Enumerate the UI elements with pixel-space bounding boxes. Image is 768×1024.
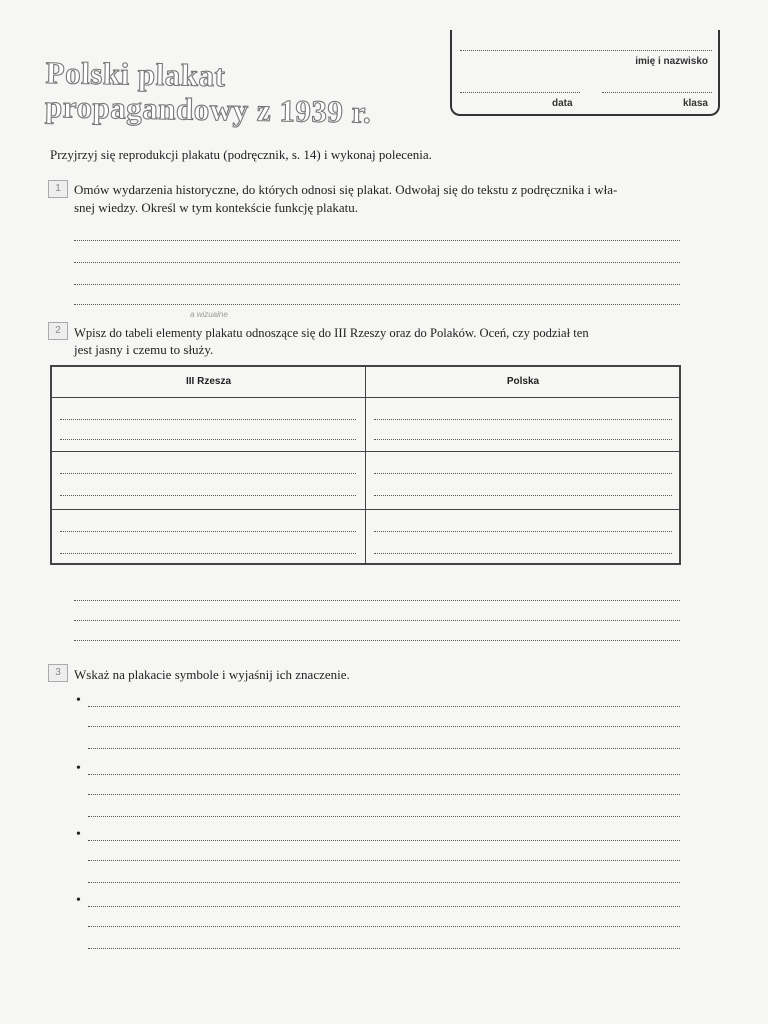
table-cell-line[interactable] bbox=[374, 531, 672, 532]
name-label: imię i nazwisko bbox=[635, 56, 708, 67]
table-header-iii-rzesza: III Rzesza bbox=[185, 376, 232, 387]
answer-line[interactable] bbox=[88, 860, 680, 861]
answer-line[interactable] bbox=[74, 600, 680, 601]
answer-line[interactable] bbox=[74, 640, 680, 641]
answer-line[interactable] bbox=[88, 906, 680, 907]
table-cell-line[interactable] bbox=[374, 495, 672, 496]
table-header-polska: Polska bbox=[506, 376, 540, 387]
intro-text: Przyjrzyj się reprodukcji plakatu (podręcznik, s. 14) i wykonaj polecenia. bbox=[50, 147, 432, 162]
task-1-number: 1 bbox=[48, 180, 68, 198]
student-info-box bbox=[450, 30, 720, 116]
answer-line[interactable] bbox=[88, 726, 680, 727]
answer-line[interactable] bbox=[88, 774, 680, 775]
answer-line[interactable] bbox=[88, 840, 680, 841]
class-field[interactable] bbox=[602, 92, 712, 93]
table-cell-line[interactable] bbox=[60, 419, 356, 420]
answer-line[interactable] bbox=[74, 304, 680, 305]
elements-table bbox=[50, 365, 681, 565]
title-line-2: propagandowy z 1939 r. bbox=[44, 88, 372, 130]
task-2-line-2: jest jasny i czemu to służy. bbox=[74, 342, 214, 357]
task-3-number: 3 bbox=[48, 664, 68, 682]
answer-line[interactable] bbox=[88, 926, 680, 927]
worksheet-title bbox=[45, 56, 426, 131]
answer-line[interactable] bbox=[74, 240, 680, 241]
table-cell-line[interactable] bbox=[374, 553, 672, 554]
handwritten-annotation: a wizualne bbox=[190, 310, 228, 319]
date-field[interactable] bbox=[460, 92, 580, 93]
bullet-2: • bbox=[76, 761, 81, 776]
table-cell-line[interactable] bbox=[60, 439, 356, 440]
table-cell-line[interactable] bbox=[374, 473, 672, 474]
answer-line[interactable] bbox=[88, 816, 680, 817]
answer-line[interactable] bbox=[74, 620, 680, 621]
date-label: data bbox=[552, 98, 573, 109]
task-1-line-2: snej wiedzy. Określ w tym kontekście funkcję plakatu. bbox=[74, 200, 358, 215]
answer-line[interactable] bbox=[88, 948, 680, 949]
bullet-4: • bbox=[76, 893, 81, 908]
answer-line[interactable] bbox=[88, 748, 680, 749]
table-cell-line[interactable] bbox=[60, 553, 356, 554]
table-cell-line[interactable] bbox=[374, 439, 672, 440]
answer-line[interactable] bbox=[88, 882, 680, 883]
answer-line[interactable] bbox=[88, 794, 680, 795]
table-cell-line[interactable] bbox=[60, 531, 356, 532]
name-field[interactable] bbox=[460, 50, 712, 51]
answer-line[interactable] bbox=[74, 284, 680, 285]
table-cell-line[interactable] bbox=[60, 495, 356, 496]
answer-line[interactable] bbox=[88, 706, 680, 707]
task-3-text: Wskaż na plakacie symbole i wyjaśnij ich znaczenie. bbox=[74, 667, 350, 682]
answer-line[interactable] bbox=[74, 262, 680, 263]
task-1-line-1: Omów wydarzenia historyczne, do których odnosi się plakat. Odwołaj się do tekstu z podręcznika i wła- bbox=[74, 182, 618, 197]
title-line-1: Polski plakat bbox=[45, 55, 226, 94]
bullet-3: • bbox=[76, 827, 81, 842]
table-cell-line[interactable] bbox=[60, 473, 356, 474]
bullet-1: • bbox=[76, 693, 81, 708]
task-2-number: 2 bbox=[48, 322, 68, 340]
table-cell-line[interactable] bbox=[374, 419, 672, 420]
task-2-line-1: Wpisz do tabeli elementy plakatu odnoszące się do III Rzeszy oraz do Polaków. Oceń, czy podział ten bbox=[74, 326, 589, 340]
task-1-text bbox=[74, 181, 684, 199]
class-label: klasa bbox=[682, 98, 708, 109]
